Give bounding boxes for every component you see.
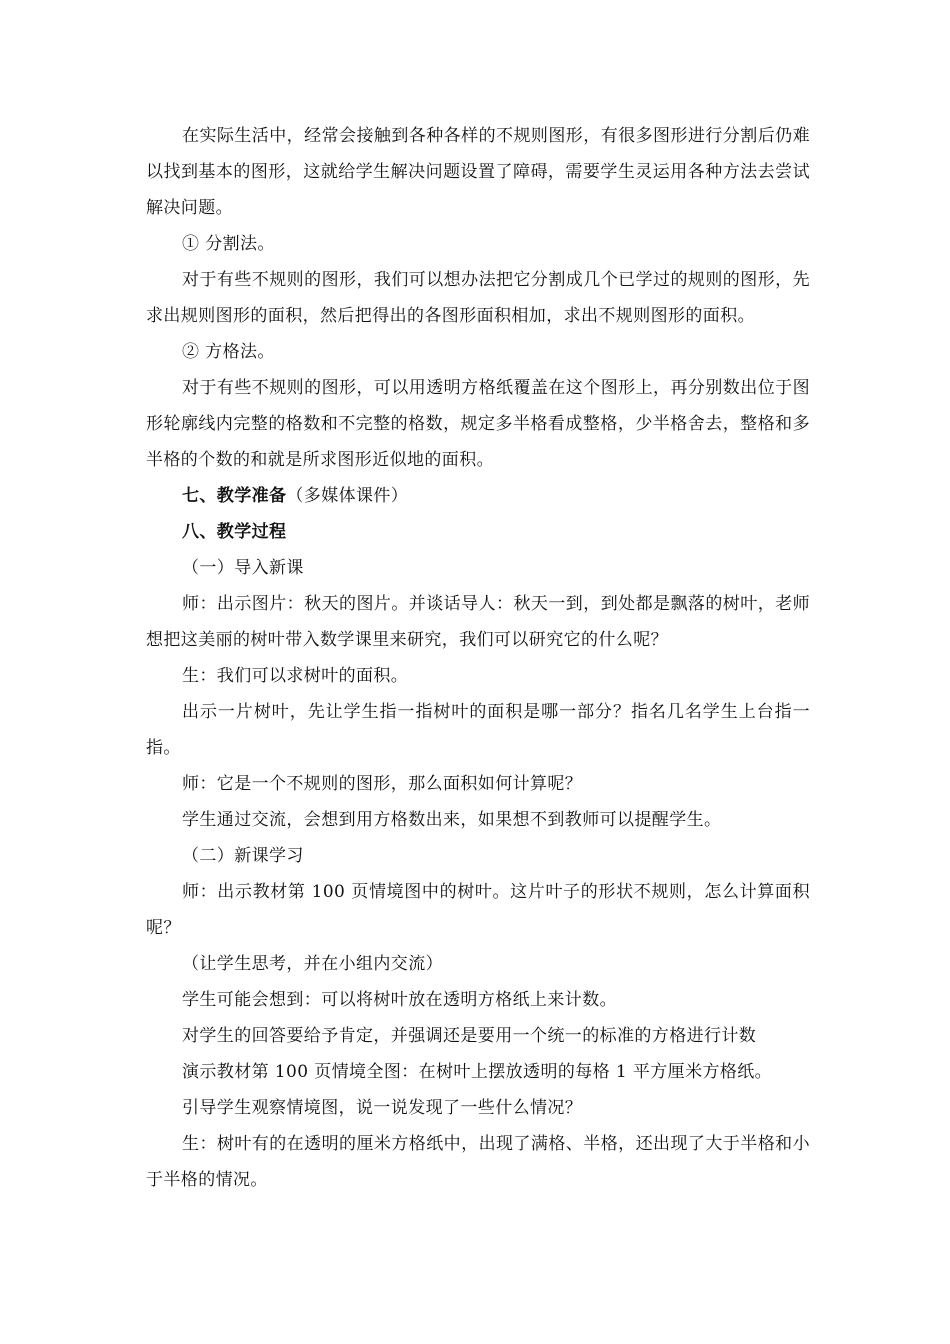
- lesson-student-observation: 生：树叶有的在透明的厘米方格纸中，出现了满格、半格，还出现了大于半格和小于半格的情况。: [146, 1134, 810, 1190]
- subsection-title-new-lesson: （二）新课学习: [182, 846, 304, 866]
- preparation-note: （多媒体课件）: [286, 486, 409, 506]
- subsection-title-intro: （一）导入新课: [182, 558, 304, 578]
- document-page: [146, 118, 810, 1198]
- lesson-teacher-line: 师：出示教材第 100 页情境图中的树叶。这片叶子的形状不规则，怎么计算面积呢？: [146, 882, 810, 938]
- method-grid-paragraph: 对于有些不规则的图形，可以用透明方格纸覆盖在这个图形上，再分别数出位于图形轮廓线内完整的格数和不完整的格数，规定多半格看成整格，少半格舍去，整格和多半格的个数的和就是所求图形近似地的面积。: [146, 378, 810, 470]
- intro-student-line: 生：我们可以求树叶的面积。: [182, 666, 409, 686]
- lesson-demo-line: 演示教材第 100 页情境全图：在树叶上摆放透明的每格 1 平方厘米方格纸。: [182, 1062, 773, 1082]
- intro-paragraph: 在实际生活中，经常会接触到各种各样的不规则图形，有很多图形进行分割后仍难以找到基本的图形，这就给学生解决问题设置了障碍，需要学生灵运用各种方法去尝试解决问题。: [146, 126, 810, 218]
- section-heading-preparation: [146, 478, 810, 514]
- lesson-guide-line: 引导学生观察情境图，说一说发现了一些什么情况？: [182, 1098, 583, 1118]
- method-split-heading: ① 分割法。: [182, 234, 275, 254]
- intro-teacher-question: 师：它是一个不规则的图形，那么面积如何计算呢？: [182, 774, 583, 794]
- intro-student-exchange: 学生通过交流，会想到用方格数出来，如果想不到教师可以提醒学生。: [182, 810, 722, 830]
- lesson-affirm-line: 对学生的回答要给予肯定，并强调还是要用一个统一的标准的方格进行计数: [182, 1026, 757, 1046]
- lesson-student-idea: 学生可能会想到：可以将树叶放在透明方格纸上来计数。: [182, 990, 617, 1010]
- method-grid-heading: ② 方格法。: [182, 342, 275, 362]
- method-split-paragraph: 对于有些不规则的图形，我们可以想办法把它分割成几个已学过的规则的图形，先求出规则图形的面积，然后把得出的各图形面积相加，求出不规则图形的面积。: [146, 270, 810, 326]
- lesson-think-note: （让学生思考，并在小组内交流）: [182, 954, 443, 974]
- section-heading-process: 八、教学过程: [182, 522, 287, 542]
- preparation-title: 七、教学准备: [182, 486, 287, 506]
- intro-teacher-line: 师：出示图片：秋天的图片。并谈话导人：秋天一到，到处都是飘落的树叶，老师想把这美丽的树叶带入数学课里来研究，我们可以研究它的什么呢？: [146, 594, 810, 650]
- intro-show-leaf-line: 出示一片树叶，先让学生指一指树叶的面积是哪一部分？指名几名学生上台指一指。: [146, 702, 810, 758]
